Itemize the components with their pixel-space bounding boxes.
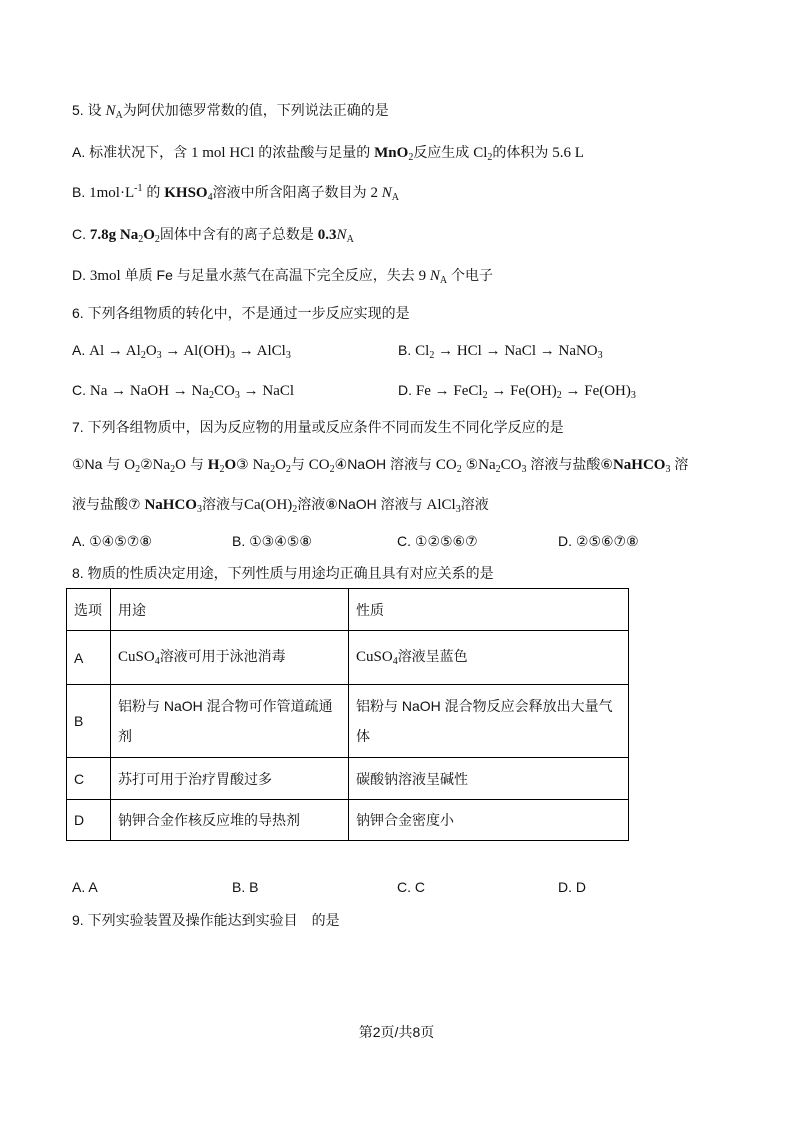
table-header-property: 性质 bbox=[349, 589, 629, 631]
page-footer: 第2页/共8页 bbox=[358, 1024, 435, 1040]
text-run: 溶液与 bbox=[201, 496, 244, 512]
chemical-formula: AlCl bbox=[426, 497, 456, 513]
text-run: C. bbox=[72, 226, 90, 242]
text-run: ③ bbox=[236, 456, 253, 472]
question-6-option-c bbox=[72, 380, 294, 400]
table-cell-property bbox=[349, 758, 629, 800]
table-cell-property bbox=[349, 631, 629, 685]
subscript: 2 bbox=[140, 350, 146, 361]
question-5-option-a bbox=[72, 142, 584, 162]
subscript: A bbox=[346, 234, 354, 245]
chemical-formula: O bbox=[145, 343, 157, 359]
chemical-formula: NaHCO bbox=[612, 457, 666, 473]
table-cell-use bbox=[111, 631, 349, 685]
chemical-formula: 5.6 L bbox=[552, 145, 584, 161]
question-7-items-line-2 bbox=[72, 494, 489, 514]
subscript: 2 bbox=[138, 234, 144, 245]
text-run: 5. 设 bbox=[72, 102, 106, 118]
text-run: A. bbox=[72, 342, 90, 358]
subscript: 2 bbox=[154, 234, 160, 245]
question-8-stem: 8. 物质的性质决定用途，下列性质与用途均正确且具有对应关系的是 bbox=[72, 565, 494, 581]
subscript: 2 bbox=[495, 464, 501, 475]
chemical-formula: MnO bbox=[374, 145, 409, 161]
question-8-option-b: B. B bbox=[232, 879, 259, 895]
chemical-formula: 7.8g Na bbox=[89, 227, 139, 243]
italic-symbol: N bbox=[105, 103, 116, 119]
table-cell-use bbox=[111, 758, 349, 800]
chemical-formula: 1 mol HCl bbox=[191, 145, 255, 161]
question-8-option-a: A. A bbox=[72, 879, 98, 895]
text-run: 溶液可用于泳池消毒 bbox=[159, 648, 286, 664]
table-header-use: 用途 bbox=[111, 589, 349, 631]
chemical-formula: → AlCl bbox=[234, 343, 286, 359]
text-run: B. bbox=[72, 184, 90, 200]
subscript: 2 bbox=[482, 390, 488, 401]
text-run: 碳酸钠溶液呈碱性 bbox=[356, 770, 468, 787]
question-5-option-c bbox=[72, 224, 354, 244]
italic-symbol: N bbox=[429, 268, 440, 284]
chemical-formula: NaHCO bbox=[144, 497, 197, 513]
table-row bbox=[67, 800, 629, 841]
chemical-formula: 1mol·L bbox=[89, 185, 135, 201]
table-cell-property bbox=[349, 685, 629, 758]
subscript: 3 bbox=[285, 350, 291, 361]
subscript: 3 bbox=[156, 350, 162, 361]
text-run: 反应生成 bbox=[413, 144, 474, 160]
subscript: 2 bbox=[270, 464, 276, 475]
table-cell-use bbox=[111, 800, 349, 841]
text-run: ①Na 与 bbox=[72, 456, 125, 472]
table-cell-option: C bbox=[67, 758, 111, 800]
question-6-stem: 6. 下列各组物质的转化中，不是通过一步反应实现的是 bbox=[72, 305, 410, 321]
chemical-formula: 3mol bbox=[89, 268, 121, 284]
chemical-formula: Na → NaOH → Na bbox=[89, 383, 210, 399]
text-run: A. 标准状况下，含 bbox=[72, 144, 192, 160]
text-run: 的体积为 bbox=[492, 144, 553, 160]
subscript: 3 bbox=[455, 504, 461, 515]
question-7-items-line-1 bbox=[72, 454, 688, 474]
text-run: 固体中含有的离子总数是 bbox=[159, 226, 318, 242]
chemical-formula: Fe → FeCl bbox=[415, 383, 483, 399]
subscript: A bbox=[391, 192, 399, 203]
text-run: ④NaOH 溶液与 bbox=[334, 456, 436, 472]
chemical-formula: → NaCl bbox=[239, 383, 295, 399]
table-cell-property bbox=[349, 800, 629, 841]
subscript: 3 bbox=[196, 504, 202, 515]
question-5-option-d bbox=[72, 265, 493, 285]
subscript: 2 bbox=[209, 390, 215, 401]
text-run: D. bbox=[398, 382, 416, 398]
subscript: 2 bbox=[329, 464, 335, 475]
text-run: 钠钾合金密度小 bbox=[356, 812, 454, 828]
text-run: 溶液⑧NaOH 溶液与 bbox=[297, 496, 427, 512]
question-7-option-c: C. ①②⑤⑥⑦ bbox=[397, 533, 478, 549]
chemical-formula: O bbox=[175, 457, 186, 473]
superscript: -1 bbox=[134, 183, 143, 194]
uses-properties-table bbox=[66, 588, 629, 841]
text-run: ⑤ bbox=[461, 456, 479, 472]
chemical-formula: CuSO bbox=[118, 649, 155, 665]
question-8-option-c: C. C bbox=[397, 879, 425, 895]
chemical-formula: CO bbox=[214, 383, 235, 399]
question-6-option-d bbox=[398, 380, 636, 400]
chemical-formula: KHSO bbox=[164, 185, 208, 201]
chemical-formula: CO bbox=[500, 457, 522, 473]
chemical-formula: 0.3 bbox=[317, 227, 337, 243]
text-run: 的浓盐酸与足量的 bbox=[254, 144, 375, 160]
subscript: 3 bbox=[597, 350, 603, 361]
text-run: B. bbox=[398, 342, 416, 358]
question-8-option-d: D. D bbox=[558, 879, 586, 895]
chemical-formula: Cl bbox=[473, 145, 488, 161]
table-header-option: 选项 bbox=[67, 589, 111, 631]
italic-symbol: N bbox=[336, 227, 347, 243]
chemical-formula: CuSO bbox=[356, 649, 393, 665]
question-7-stem: 7. 下列各组物质中，因为反应物的用量或反应条件不同而发生不同化学反应的是 bbox=[72, 419, 564, 435]
chemical-formula: → Al(OH) bbox=[161, 343, 230, 359]
text-run: 溶液中所含阳离子数目为 bbox=[212, 184, 371, 200]
table-cell-option: B bbox=[67, 685, 111, 758]
question-7-option-b: B. ①③④⑤⑧ bbox=[232, 533, 312, 549]
text-run: 与 bbox=[290, 456, 309, 472]
chemical-formula: H bbox=[207, 457, 220, 473]
subscript: A bbox=[115, 110, 123, 121]
subscript: 3 bbox=[234, 390, 240, 401]
text-run: 液与盐酸⑦ bbox=[72, 496, 145, 512]
question-5-stem bbox=[72, 100, 389, 120]
subscript: 2 bbox=[292, 504, 298, 515]
question-6-option-a bbox=[72, 340, 291, 360]
text-run: 溶 bbox=[670, 456, 689, 472]
text-run: 铝粉与 NaOH 混合物反应会释放出大量气体 bbox=[356, 698, 613, 744]
subscript: 4 bbox=[207, 192, 213, 203]
text-run: 个电子 bbox=[447, 267, 494, 283]
subscript: 2 bbox=[285, 464, 291, 475]
chemical-formula: → HCl → NaCl → NaNO bbox=[434, 343, 598, 359]
italic-symbol: N bbox=[381, 185, 392, 201]
table-row bbox=[67, 685, 629, 758]
question-5-option-b bbox=[72, 182, 399, 202]
chemical-formula: CO bbox=[308, 457, 330, 473]
question-7-option-a: A. ①④⑤⑦⑧ bbox=[72, 533, 152, 549]
chemical-formula: CO bbox=[435, 457, 457, 473]
text-run: C. bbox=[72, 382, 90, 398]
subscript: 2 bbox=[135, 464, 141, 475]
text-run: 与 bbox=[185, 456, 208, 472]
chemical-formula: 9 bbox=[418, 268, 430, 284]
subscript: 2 bbox=[429, 350, 435, 361]
text-run: 苏打可用于治疗胃酸过多 bbox=[118, 770, 272, 787]
subscript: 4 bbox=[154, 656, 160, 667]
chemical-formula: Cl bbox=[415, 343, 430, 359]
text-run: 铝粉与 NaOH 混合物可作管道疏通剂 bbox=[118, 698, 333, 744]
subscript: 4 bbox=[392, 656, 398, 667]
subscript: 3 bbox=[229, 350, 235, 361]
question-7-option-d: D. ②⑤⑥⑦⑧ bbox=[558, 533, 639, 549]
text-run: 溶液与盐酸⑥ bbox=[526, 456, 613, 472]
text-run: 溶液呈蓝色 bbox=[397, 648, 468, 664]
subscript: 3 bbox=[665, 464, 671, 475]
subscript: 2 bbox=[556, 390, 562, 401]
subscript: 3 bbox=[521, 464, 527, 475]
table-cell-use bbox=[111, 685, 349, 758]
table-row bbox=[67, 631, 629, 685]
chemical-formula: → Fe(OH) bbox=[487, 383, 557, 399]
chemical-formula: Na bbox=[478, 457, 496, 473]
table-cell-option: A bbox=[67, 631, 111, 685]
chemical-formula: O bbox=[124, 457, 136, 473]
table-row bbox=[67, 758, 629, 800]
subscript: A bbox=[439, 275, 448, 286]
chemical-formula: Na bbox=[152, 457, 171, 473]
text-run: D. bbox=[72, 267, 90, 283]
chemical-formula: O bbox=[275, 457, 286, 473]
chemical-formula: → Fe(OH) bbox=[561, 383, 631, 399]
text-run: 钠钾合金作核反应堆的导热剂 bbox=[118, 812, 300, 828]
chemical-formula: 2 bbox=[370, 185, 382, 201]
chemical-formula: Na bbox=[252, 457, 271, 473]
table-cell-option: D bbox=[67, 800, 111, 841]
subscript: 2 bbox=[170, 464, 176, 475]
subscript: 2 bbox=[408, 152, 414, 163]
subscript: 2 bbox=[219, 464, 225, 475]
text-run: 为阿伏加德罗常数的值，下列说法正确的是 bbox=[122, 102, 389, 118]
subscript: 2 bbox=[456, 464, 462, 475]
text-run: 溶液 bbox=[460, 496, 489, 512]
text-run: 的 bbox=[142, 184, 165, 200]
text-run: ② bbox=[140, 456, 153, 472]
chemical-formula: O bbox=[143, 227, 155, 243]
chemical-formula: Ca(OH) bbox=[243, 497, 293, 513]
chemical-formula: O bbox=[224, 457, 237, 473]
chemical-formula: Al → Al bbox=[89, 343, 141, 359]
question-6-option-b bbox=[398, 340, 603, 360]
question-9-stem: 9. 下列实验装置及操作能达到实验目 的是 bbox=[72, 912, 340, 928]
table-header-row bbox=[67, 589, 629, 631]
subscript: 2 bbox=[487, 152, 493, 163]
text-run: 单质 Fe 与足量水蒸气在高温下完全反应，失去 bbox=[120, 267, 419, 283]
subscript: 3 bbox=[630, 390, 636, 401]
